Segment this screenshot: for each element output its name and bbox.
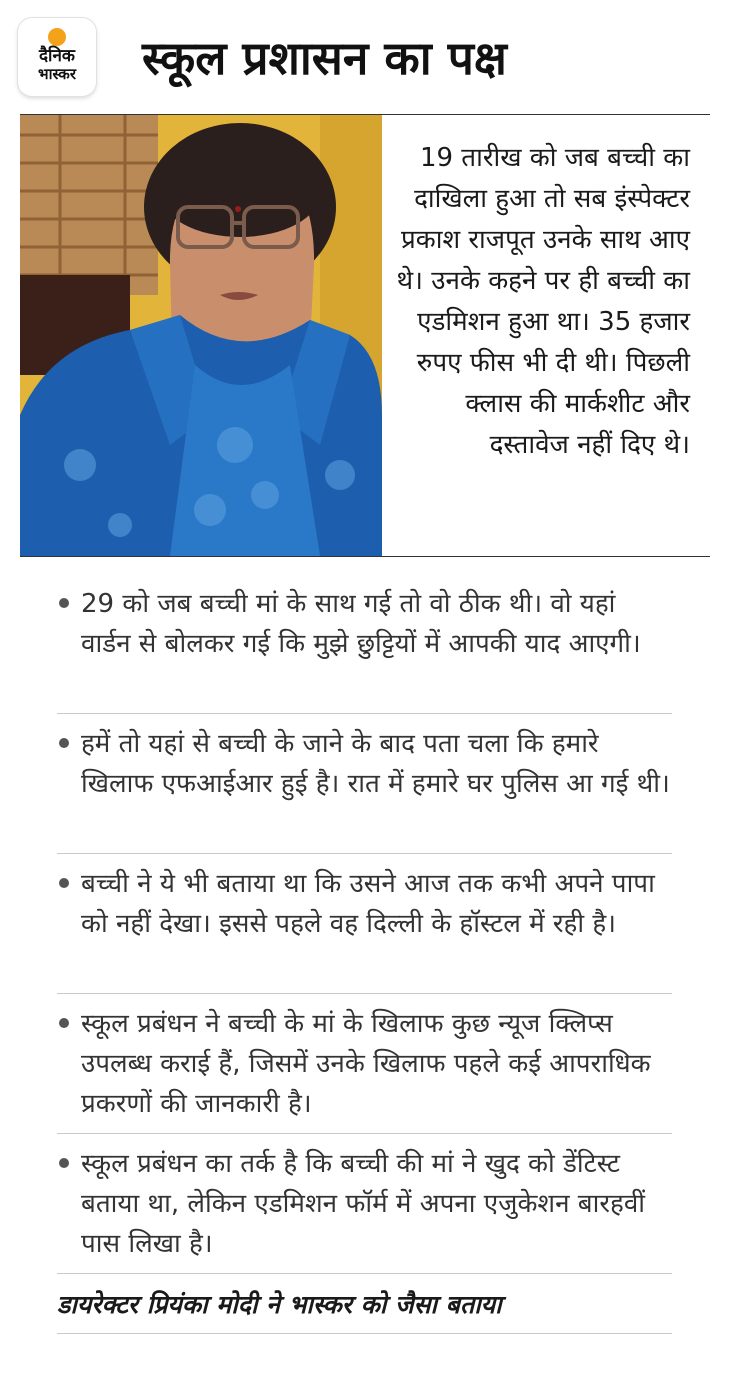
list-item-text: स्कूल प्रबंधन का तर्क है कि बच्ची की मां ने खुद को डेंटिस्ट बताया था, लेकिन एडमिशन फॉर्म में अपना एजुकेशन बारहवीं पास लिखा है। [81,1149,646,1259]
list-item-text: हमें तो यहां से बच्ची के जाने के बाद पता चला कि हमारे खिलाफ एफआईआर हुई है। रात में हमारे घर पुलिस आ गई थी। [81,729,670,799]
list-item [57,994,672,1134]
statement-list [57,580,672,1274]
list-item-text: बच्ची ने ये भी बताया था कि उसने आज तक कभी अपने पापा को नहीं देखा। इससे पहले वह दिल्ली के हॉस्टल में रही है। [81,869,655,939]
list-item [57,1134,672,1274]
source-credit: डायरेक्टर प्रियंका मोदी ने भास्कर को जैसा बताया [57,1276,672,1334]
quote-text: 19 तारीख को जब बच्ची का दाखिला हुआ तो सब इंस्पेक्टर प्रकाश राजपूत उनके साथ आए थे। उनके कहने पर ही बच्ची का एडमिशन हुआ था। 35 हजार रुपए फीस भी दी थी। पिछली क्लास की मार्कशीट और दस्तावेज नहीं दिए थे। [396,143,690,460]
list-item-text: स्कूल प्रबंधन ने बच्ची के मां के खिलाफ कुछ न्यूज क्लिप्स उपलब्ध कराई हैं, जिसमें उनके खिलाफ पहले कई आपराधिक प्रकरणों की जानकारी है। [81,1009,651,1119]
bullet-icon [59,1158,69,1168]
list-item-text: 29 को जब बच्ची मां के साथ गई तो वो ठीक थी। वो यहां वार्डन से बोलकर गई कि मुझे छुट्टियों में आपकी याद आएगी। [81,589,641,659]
bullet-icon [59,738,69,748]
list-item [57,580,672,714]
section-divider [20,556,710,557]
bullet-icon [59,598,69,608]
logo-text-line1: दैनिक [39,46,75,66]
page-title: स्कूल प्रशासन का पक्ष [142,31,507,85]
list-item [57,854,672,994]
dainik-bhaskar-logo [18,18,96,96]
bullet-icon [59,878,69,888]
logo-text-line2: भास्कर [38,65,76,83]
bullet-icon [59,1018,69,1028]
sun-icon [48,28,66,46]
director-photo [20,115,382,556]
list-item [57,714,672,854]
header [0,0,730,112]
